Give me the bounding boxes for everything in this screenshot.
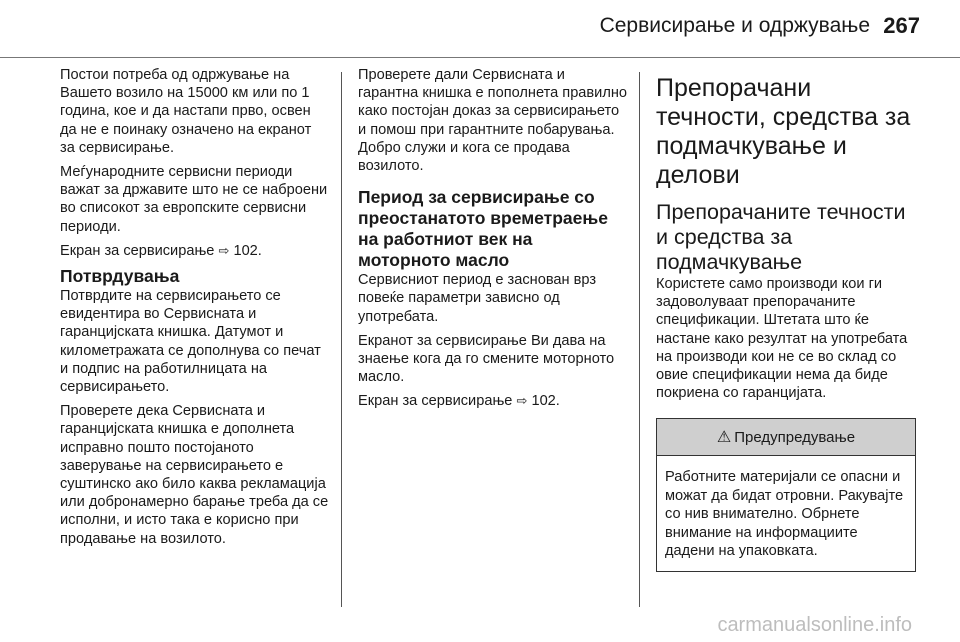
main-section-heading: Препорачани течности, средства за подмачкување и делови	[656, 74, 911, 189]
header-divider	[0, 57, 960, 58]
reference-page-link[interactable]: 102.	[233, 242, 262, 259]
reference-page-link[interactable]: 102.	[531, 393, 560, 410]
paragraph-check-booklet: Проверете дека Сервисната и гаранцијската книшка е дополнета исправно пошто постојаното заверување на сервисирањето е суштинско ако било каква рекламација или добронамерно барање треба да се исполни, и исто така е корисно при продавање на возилото.	[60, 403, 329, 547]
running-header-title: Сервисирање и одржување	[599, 14, 870, 37]
paragraph-international-intervals: Меѓународните сервисни периоди важат за државите што не се наброени во списокот за европските сервисни периоди.	[60, 164, 328, 235]
paragraph-service-display-ref-2	[358, 392, 628, 410]
paragraph-oil-change-info: Екранот за сервисирање Ви дава на знаење кога да го смените моторното масло.	[358, 332, 615, 386]
column-right	[656, 74, 920, 572]
warning-text: Работните материјали се опасни и можат да бидат отровни. Ракувајте со нив внимателно. Обрнете внимание на информациите дадени на упаковката.	[665, 469, 904, 560]
paragraph-service-display-ref	[60, 242, 330, 260]
column-middle	[358, 66, 628, 417]
subsection-heading: Препорачаните течности и средства за подмачкување	[656, 200, 906, 274]
paragraph-confirmations: Потврдите на сервисирањето се евидентира во Сервисната и гаранцијската книшка. Датумот и километражата се дополнува со печат и подпис на работилницата на сервисирањето.	[60, 288, 321, 396]
reference-text: Екран за сервисирање	[60, 242, 215, 259]
column-divider-1	[341, 72, 342, 607]
paragraph-booklet-proof: Проверете дали Сервисната и гарантна книшка е пополнета правилно како постојан доказ за сервисирањето и помош при гарантните побарувања. Добро служи и кога се продава возилото.	[358, 67, 628, 175]
column-divider-2	[639, 72, 640, 607]
reference-arrow-icon: ⇨	[218, 242, 230, 258]
warning-title: Предупредување	[734, 428, 856, 446]
warning-box	[656, 418, 916, 572]
watermark: carmanualsonline.info	[717, 614, 912, 636]
warning-triangle-icon: ⚠	[716, 429, 732, 447]
page-number: 267	[883, 13, 920, 38]
column-left	[60, 66, 330, 554]
paragraph-recommended-products: Користете само производи кои ги задоволуваат препорачаните спецификации. Штетата што ќе настане како резултат на употребата на производи кои не се во склад со овие спецификации нема да биде покриена со гаранцијата.	[656, 276, 908, 402]
heading-confirmations: Потврдувања	[60, 266, 180, 287]
reference-text: Екран за сервисирање	[358, 393, 513, 410]
paragraph-service-period: Сервисниот период е заснован врз повеќе параметри зависно од употребата.	[358, 272, 597, 325]
warning-header	[657, 419, 915, 456]
reference-arrow-icon: ⇨	[516, 393, 528, 409]
heading-oil-life-service: Период за сервисирање со преостанатото времетраење на работниот век на моторното масло	[358, 187, 608, 271]
paragraph-service-interval: Постои потреба од одржување на Вашето возило на 15000 км или по 1 година, кое и да настапи прво, освен да не е поинаку означено на екранот за сервисирање.	[60, 67, 312, 156]
